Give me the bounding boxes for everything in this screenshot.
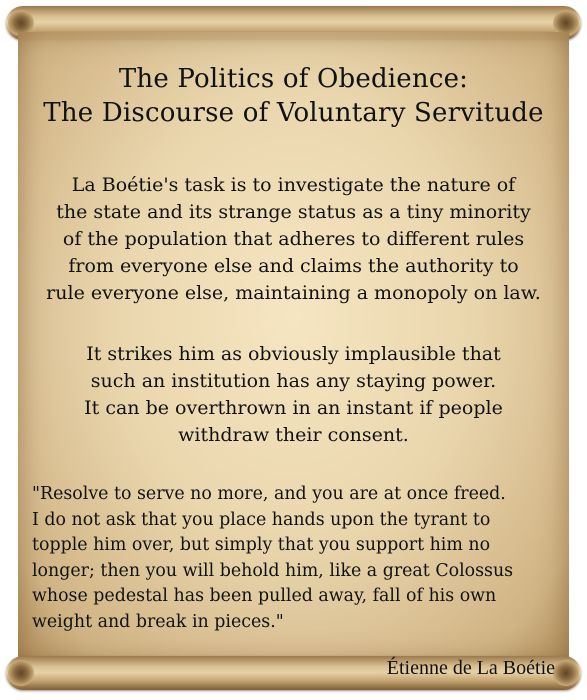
text-line: rule everyone else, maintaining a monopoly on law. <box>46 282 541 304</box>
title-line: The Discourse of Voluntary Servitude <box>43 98 544 128</box>
quote-line: "Resolve to serve no more, and you are at once freed. <box>32 484 506 504</box>
text-line: withdraw their consent. <box>178 424 409 446</box>
text-line: La Boétie's task is to investigate the nature of <box>71 174 516 196</box>
quote-line: weight and break in pieces." <box>32 611 284 632</box>
quote-line: whose pedestal has been pulled away, fall of his own <box>32 586 497 607</box>
text-line: It strikes him as obviously implausible that <box>86 343 501 365</box>
paragraph-staying-power <box>28 341 559 449</box>
quote-line: I do not ask that you place hands upon the tyrant to <box>32 509 491 530</box>
paragraph-state-nature <box>28 172 559 307</box>
text-line: from everyone else and claims the authority to <box>68 255 519 277</box>
scroll-content <box>18 32 569 679</box>
quote-line: longer; then you will behold him, like a great Colossus <box>32 560 514 581</box>
quotation <box>32 482 557 636</box>
text-line: It can be overthrown in an instant if people <box>84 397 503 419</box>
author-attribution: Étienne de La Boétie <box>386 657 555 679</box>
quote-line: topple him over, but simply that you support him no <box>32 535 491 556</box>
text-line: the state and its strange status as a tiny minority <box>56 201 531 223</box>
page-title <box>18 62 569 130</box>
title-line: The Politics of Obedience: <box>118 64 469 94</box>
text-line: of the population that adheres to different rules <box>62 228 525 250</box>
text-line: such an institution has any staying power. <box>90 370 497 392</box>
